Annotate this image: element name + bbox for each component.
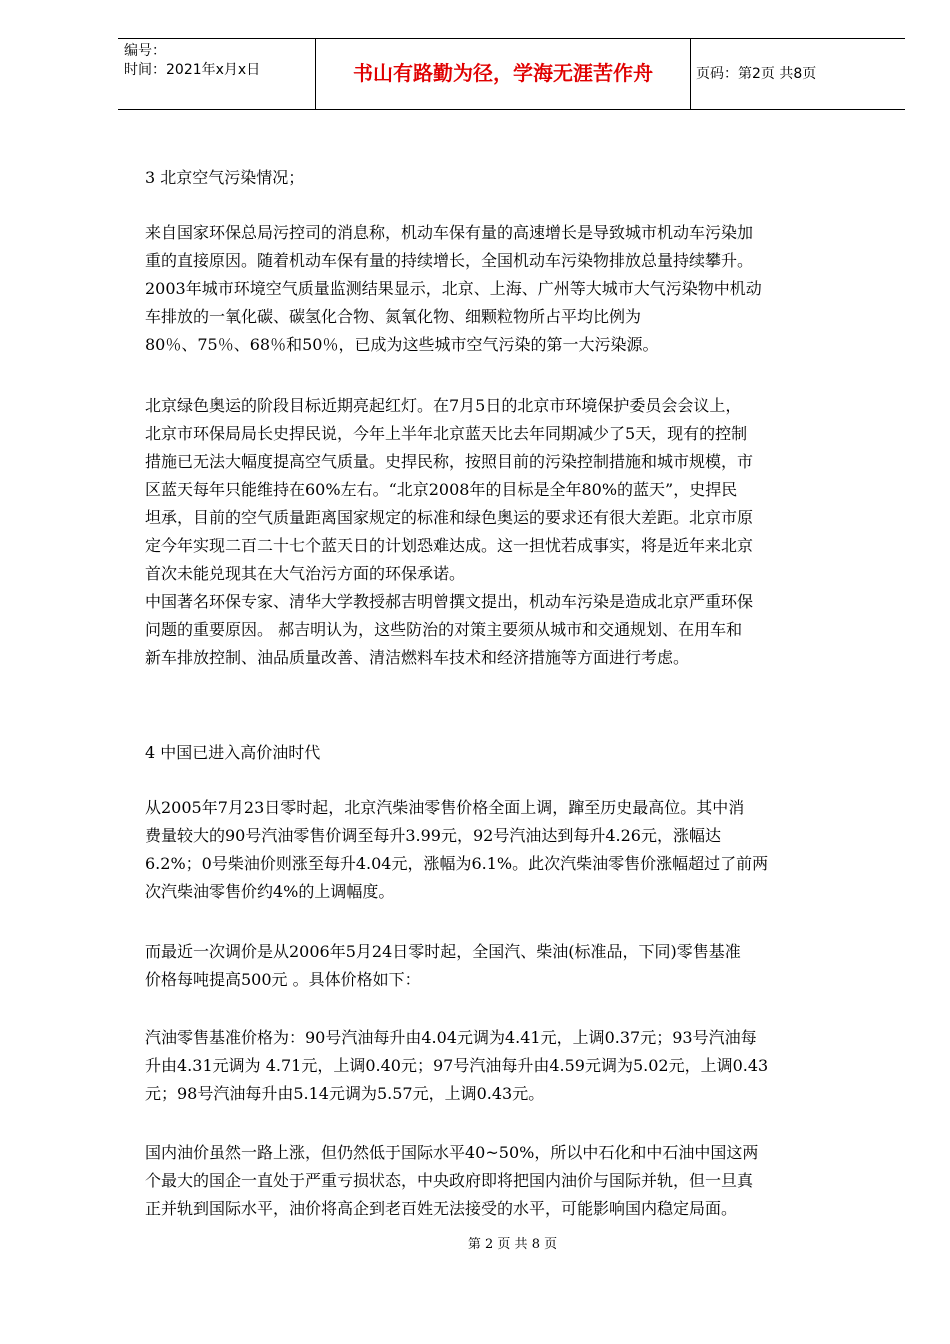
text-line: 首次未能兑现其在大气治污方面的环保承诺。	[145, 564, 466, 583]
time-label: 时间：2021年x月x日	[124, 62, 261, 78]
text-line: 而最近一次调价是从2006年5月24日零时起，全国汽、柴油(标准品，下同)零售基准	[145, 942, 741, 961]
text-line: 费量较大的90号汽油零售价调至每升3.99元，92号汽油达到每升4.26元，涨幅达	[145, 826, 721, 845]
text-line: 车排放的一氧化碳、碳氢化合物、氮氧化物、细颗粒物所占平均比例为	[145, 307, 642, 326]
paragraph	[145, 794, 885, 906]
text-line: 区蓝天每年只能维持在60%左右。“北京2008年的目标是全年80%的蓝天”，史捍民	[145, 480, 738, 499]
paragraph	[145, 392, 885, 672]
header-slogan-cell	[315, 39, 691, 109]
paragraph	[145, 1024, 885, 1108]
text-line: 2003年城市环境空气质量监测结果显示，北京、上海、广州等大城市大气污染物中机动	[145, 279, 762, 298]
text-line: 中国著名环保专家、清华大学教授郝吉明曾撰文提出，机动车污染是造成北京严重环保	[145, 592, 754, 611]
text-line: 措施已无法大幅度提高空气质量。史捍民称，按照目前的污染控制措施和城市规模，市	[145, 452, 754, 471]
section-heading: 3 北京空气污染情况；	[145, 168, 305, 187]
header-table	[118, 38, 905, 110]
paragraph	[145, 1139, 885, 1223]
text-line: 从2005年7月23日零时起，北京汽柴油零售价格全面上调，蹿至历史最高位。其中消	[145, 798, 745, 817]
text-line: 6.2%；0号柴油价则涨至每升4.04元，涨幅为6.1%。此次汽柴油零售价涨幅超过了前两	[145, 854, 769, 873]
text-line: 次汽柴油零售价约4%的上调幅度。	[145, 882, 395, 901]
header-meta-cell	[118, 39, 315, 109]
text-line: 80％、75％、68％和50％，已成为这些城市空气污染的第一大污染源。	[145, 335, 659, 354]
text-line: 新车排放控制、油品质量改善、清洁燃料车技术和经济措施等方面进行考虑。	[145, 648, 690, 667]
text-line: 定今年实现二百二十七个蓝天日的计划恐难达成。这一担忧若成事实，将是近年来北京	[145, 536, 754, 555]
text-line: 来自国家环保总局污控司的消息称，机动车保有量的高速增长是导致城市机动车污染加	[145, 223, 754, 242]
text-line: 元；98号汽油每升由5.14元调为5.57元，上调0.43元。	[145, 1084, 545, 1103]
text-line: 北京绿色奥运的阶段目标近期亮起红灯。在7月5日的北京市环境保护委员会会议上，	[145, 396, 742, 415]
number-label: 编号：	[124, 43, 166, 59]
text-line: 北京市环保局局长史捍民说，今年上半年北京蓝天比去年同期减少了5天，现有的控制	[145, 424, 748, 443]
header-page-cell	[690, 39, 905, 109]
paragraph	[145, 938, 885, 994]
text-line: 问题的重要原因。 郝吉明认为，这些防治的对策主要须从城市和交通规划、在用车和	[145, 620, 743, 639]
page-footer: 第 2 页 共 8 页	[467, 1237, 558, 1252]
text-line: 价格每吨提高500元 。具体价格如下：	[145, 970, 421, 989]
text-line: 正并轨到国际水平，油价将高企到老百姓无法接受的水平，可能影响国内稳定局面。	[145, 1199, 738, 1218]
paragraph	[145, 219, 885, 359]
text-line: 坦承，目前的空气质量距离国家规定的标准和绿色奥运的要求还有很大差距。北京市原	[145, 508, 754, 527]
text-line: 个最大的国企一直处于严重亏损状态，中央政府即将把国内油价与国际并轨，但一旦真	[145, 1171, 754, 1190]
text-line: 汽油零售基准价格为：90号汽油每升由4.04元调为4.41元，上调0.37元；93号汽油每	[145, 1028, 757, 1047]
text-line: 升由4.31元调为 4.71元，上调0.40元；97号汽油每升由4.59元调为5.02元，上调0.43	[145, 1056, 769, 1075]
section-heading: 4 中国已进入高价油时代	[145, 743, 321, 762]
text-line: 重的直接原因。随着机动车保有量的持续增长，全国机动车污染物排放总量持续攀升。	[145, 251, 754, 270]
text-line: 国内油价虽然一路上涨，但仍然低于国际水平40~50%，所以中石化和中石油中国这两	[145, 1143, 759, 1162]
slogan-text: 书山有路勤为径，学海无涯苦作舟	[353, 61, 653, 85]
page-code: 页码：第2页 共8页	[696, 66, 817, 82]
